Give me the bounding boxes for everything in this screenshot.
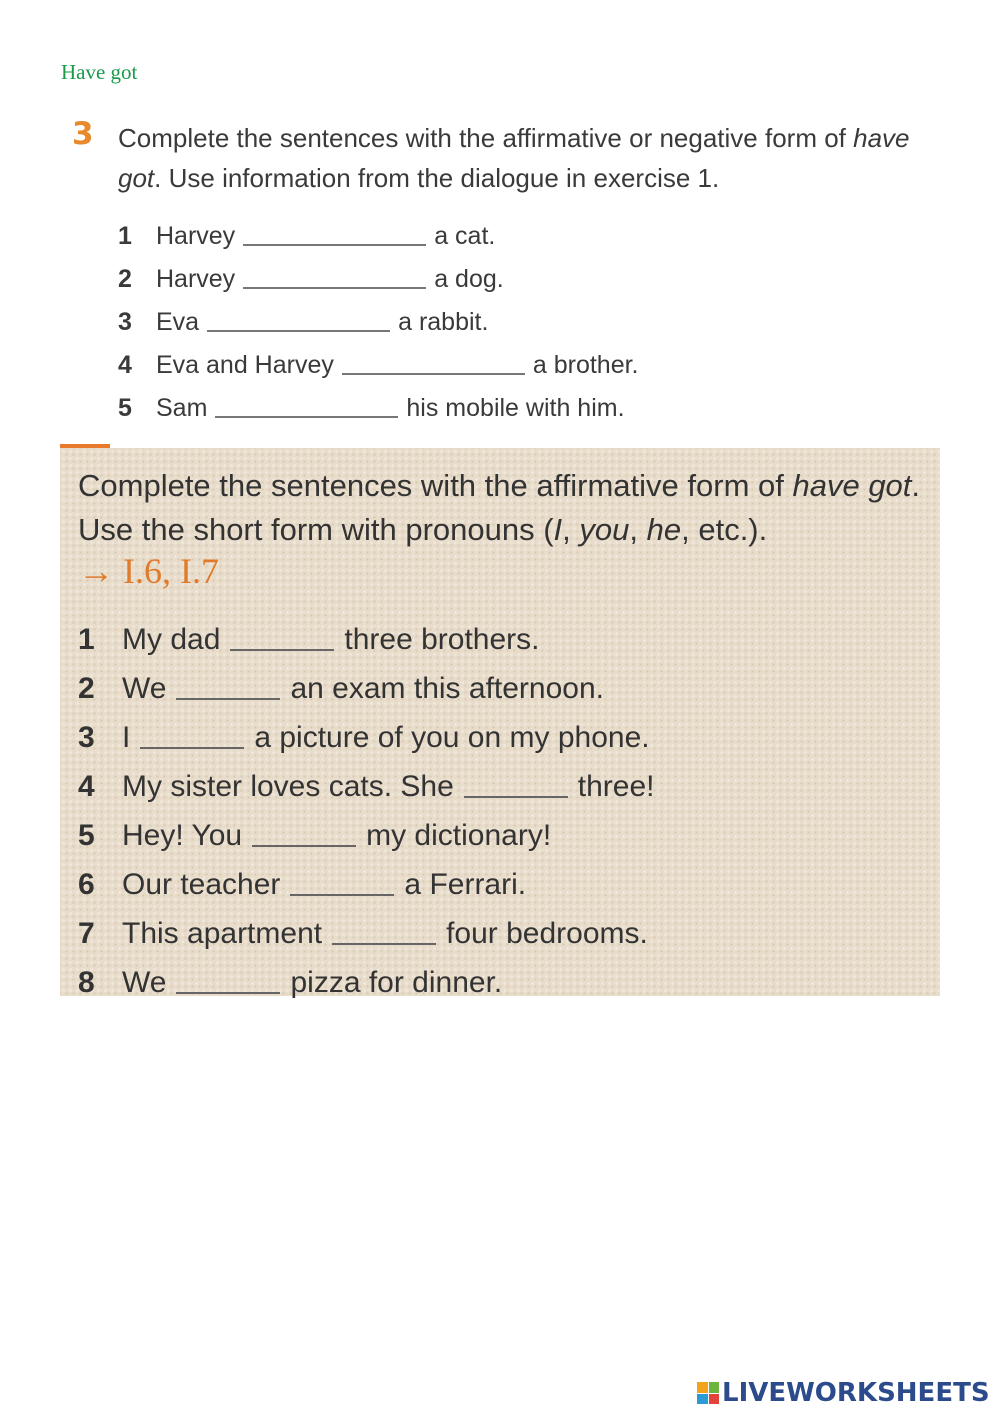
logo-icon [697, 1382, 719, 1404]
list-item: 3 Eva a rabbit. [118, 308, 489, 336]
answer-blank[interactable] [332, 943, 436, 945]
list-item: 1 Harvey a cat. [118, 222, 496, 250]
answer-blank[interactable] [176, 992, 280, 994]
answer-blank[interactable] [290, 894, 394, 896]
list-item: 6 Our teacher a Ferrari. [78, 868, 527, 901]
list-item: 1 My dad three brothers. [78, 623, 540, 656]
list-item: 4 Eva and Harvey a brother. [118, 351, 639, 379]
answer-blank[interactable] [207, 330, 390, 332]
list-item: 8 We pizza for dinner. [78, 966, 503, 999]
answer-blank[interactable] [252, 845, 356, 847]
logo-text: LIVEWORKSHEETS [722, 1378, 990, 1408]
exercise-3-instruction: Complete the sentences with the affirmative or negative form of have got. Use information from the dialogue in exercise 1. [118, 123, 910, 193]
answer-blank[interactable] [140, 747, 244, 749]
answer-blank[interactable] [342, 373, 525, 375]
page-title: Have got [61, 60, 138, 84]
answer-blank[interactable] [230, 649, 334, 651]
exercise-number: 3 [72, 116, 94, 152]
answer-blank[interactable] [243, 287, 426, 289]
list-item: 4 My sister loves cats. She three! [78, 770, 655, 803]
grammar-reference: → I.6, I.7 [78, 551, 219, 591]
answer-blank[interactable] [215, 416, 398, 418]
answer-blank[interactable] [176, 698, 280, 700]
liveworksheets-logo [697, 1378, 990, 1408]
list-item: 5 Hey! You my dictionary! [78, 819, 552, 852]
list-item: 2 Harvey a dog. [118, 265, 504, 293]
exercise-4-list [78, 608, 655, 1000]
exercise-4-box [60, 448, 940, 999]
list-item: 5 Sam his mobile with him. [118, 394, 625, 422]
list-item: 2 We an exam this afternoon. [78, 672, 604, 705]
list-item: 3 I a picture of you on my phone. [78, 721, 650, 754]
exercise-3-list [118, 208, 639, 423]
answer-blank[interactable] [464, 796, 568, 798]
list-item: 7 This apartment four bedrooms. [78, 917, 648, 950]
answer-blank[interactable] [243, 244, 426, 246]
exercise-4-instruction: Complete the sentences with the affirmative form of have got. Use the short form with pronouns (I, you, he, etc.). [78, 468, 921, 547]
